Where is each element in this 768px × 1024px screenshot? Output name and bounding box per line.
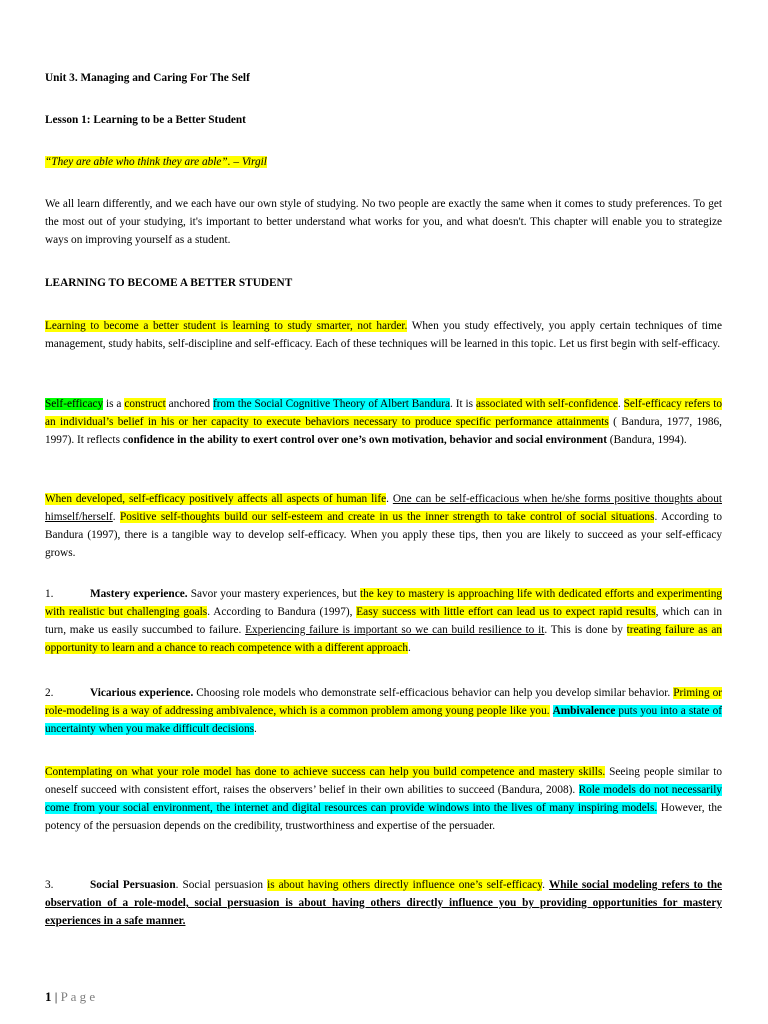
text-run: . [254,723,257,735]
intro-paragraph: We all learn differently, and we each have our own style of studying. No two people are exactly the same when it comes to study preferences. To get the most out of your studying, it's important to better understand what works for you, and what doesn't. This chapter will enable you to strategize ways on improving yourself as a student. [45,198,722,246]
text-run: . Social persuasion [175,879,268,891]
quote: “They are able who think they are able”. – Virgil [45,156,267,168]
list-item-vicarious [45,684,722,738]
list-number: 3. [45,879,54,891]
text-run: Social Persuasion [90,879,176,891]
footer-separator: | [51,989,61,1004]
text-run: . It is [450,398,476,410]
unit-title: Unit 3. Managing and Caring For The Self [45,72,250,84]
text-run: the key to mastery is approaching life with dedicated efforts and experimenting with realistic but challenging goals [45,588,723,618]
text-run: . [542,879,549,891]
text-run: Ambivalence [552,705,616,717]
quote-line [45,153,722,171]
text-run: . According to Bandura (1997), [207,606,357,618]
text-run: . [617,398,624,410]
text-run: puts you into a state of uncertainty when you make difficult decisions [45,705,722,735]
text-run: However, the potency of the persuasion depends on the credibility, trustworthiness and expertise of the persuader. [45,802,722,832]
text-run: onfidence in the ability to exert control over one’s own motivation, behavior and social environment [127,434,607,446]
text-run: . According to Bandura (1997), there is a tangible way to develop self-efficacy. When you apply these tips, then you are likely to succeed as your self-efficacy grows. [45,511,722,559]
lesson-title: Lesson 1: Learning to be a Better Student [45,114,246,126]
text-run: Contemplating on what your role model has done to achieve success can help you build competence and mastery skills. [45,766,606,778]
text-run: Easy success with little effort can lead us to expect rapid results [356,606,656,618]
text-run: Savor your mastery experiences, but [187,588,360,600]
paragraph-role-model [45,763,722,835]
text-run: While social modeling refers to the observation of a role-model, social persuasion is about having others directly influence you by providing opportunities for mastery experiences in a safe manner. [45,879,722,927]
list-item-social-persuasion [45,876,722,930]
list-item-mastery [45,585,722,657]
list-number: 2. [45,687,54,699]
text-run: construct [124,398,166,410]
paragraph-when-developed [45,490,722,562]
paragraph-self-efficacy [45,395,722,449]
text-run: When developed, self-efficacy positively affects all aspects of human life [45,493,387,505]
text-run: (Bandura, 1994). [606,434,687,446]
text-run: Role models do not necessarily come from your social environment, the internet and digital resources can provide windows into the lives of many inspiring models. [45,784,722,814]
text-run: anchored [165,398,213,410]
page-label: P a g e [60,989,96,1004]
page-footer [45,988,95,1006]
text-run: ( Bandura, 1977, 1986, 1997). It reflects c [45,416,722,446]
text-run: , which can in turn, make us easily succumbed to failure. [45,606,722,636]
text-run: One can be self-efficacious when he/she forms positive thoughts about himself/herself [45,493,722,523]
text-run: When you study effectively, you apply certain techniques of time management, study habits, self-discipline and self-efficacy. Each of these techniques will be learned in this topic. Let us first begin with self-efficacy. [45,320,722,350]
page-number: 1 [45,989,52,1004]
text-run: Self-efficacy [45,398,104,410]
text-run: Experiencing failure is important so we can build resilience to it [245,624,545,636]
text-run: Positive self-thoughts build our self-esteem and create in us the inner strength to take control of social situations [120,511,655,523]
section-heading: LEARNING TO BECOME A BETTER STUDENT [45,277,293,289]
text-run: is about having others directly influence one’s self-efficacy [267,879,543,891]
text-run: Choosing role models who demonstrate self-efficacious behavior can help you develop similar behavior. [193,687,674,699]
text-run: Priming or role-modeling is a way of addressing ambivalence, which is a common problem among young people like you. [45,687,723,717]
text-run: Seeing people similar to oneself succeed with consistent effort, raises the observers’ belief in their own abilities to succeed (Bandura, 2008). [45,766,722,796]
paragraph-better-student [45,317,722,353]
text-run: Mastery experience. [90,588,188,600]
text-run: . This is done by [544,624,627,636]
text-run: associated with self-confidence [475,398,618,410]
list-number: 1. [45,588,54,600]
text-run: Learning to become a better student is [45,320,233,332]
text-run: Self-efficacy refers to an individual’s belief in his or her capacity to execute behaviors necessary to produce specific performance attainments [45,398,722,428]
text-run: . [386,493,393,505]
text-run: is a [103,398,125,410]
text-run: . [408,642,411,654]
text-run: Vicarious experience. [90,687,194,699]
text-run: treating failure as an opportunity to learn and a chance to reach competence with a different approach [45,624,723,654]
text-run: . [112,511,121,523]
text-run: learning to study smarter, not harder. [232,320,408,332]
text-run: from the Social Cognitive Theory of Albert Bandura [212,398,451,410]
